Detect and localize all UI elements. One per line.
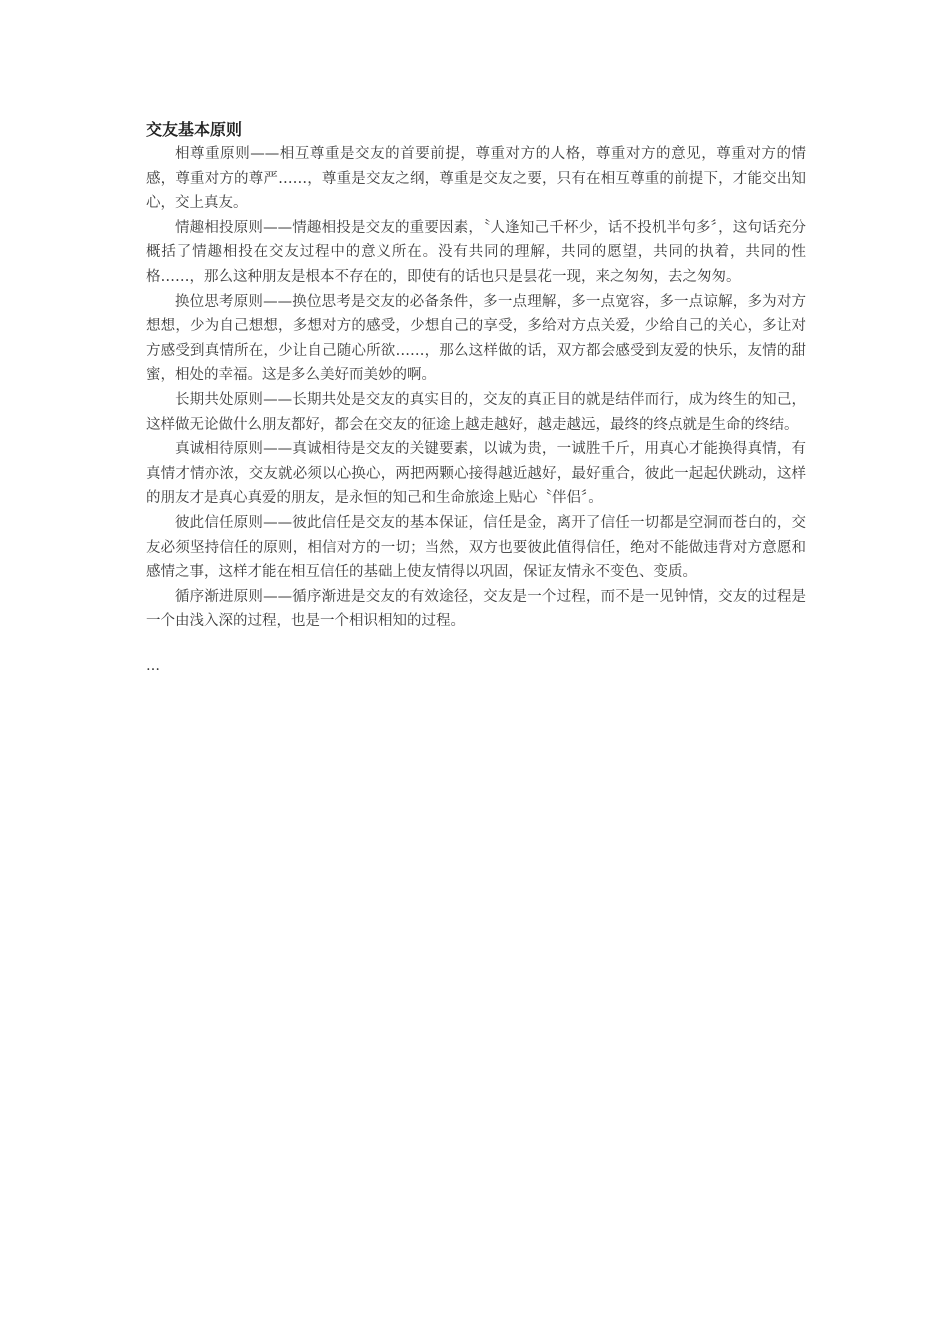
- continuation-ellipsis: …: [146, 657, 160, 674]
- document-page: [146, 118, 806, 676]
- paragraph-mutual-respect: 相尊重原则——相互尊重是交友的首要前提，尊重对方的人格，尊重对方的意见，尊重对方的情感，尊重对方的尊严……，尊重是交友之纲，尊重是交友之要，只有在相互尊重的前提下，才能交出知心，交上真友。: [146, 146, 806, 212]
- paragraph-gradual-progress: 循序渐进原则——循序渐进是交友的有效途径，交友是一个过程，而不是一见钟情，交友的过程是一个由浅入深的过程，也是一个相识相知的过程。: [146, 588, 806, 630]
- paragraph-mutual-trust: 彼此信任原则——彼此信任是交友的基本保证，信任是金，离开了信任一切都是空洞而苍白的，交友必须坚持信任的原则，相信对方的一切；当然，双方也要彼此值得信任，绝对不能做违背对方意愿和感情之事，这样才能在相互信任的基础上使友情得以巩固，保证友情永不变色、变质。: [146, 514, 806, 581]
- paragraph-long-term: 长期共处原则——长期共处是交友的真实目的，交友的真正目的就是结伴而行，成为终生的知己，这样做无论做什么朋友都好，都会在交友的征途上越走越好，越走越远，最终的终点就是生命的终结。: [146, 391, 806, 433]
- paragraph-shared-interests: 情趣相投原则——情趣相投是交友的重要因素，〝人逢知己千杯少，话不投机半句多〞，这句话充分概括了情趣相投在交友过程中的意义所在。没有共同的理解，共同的愿望，共同的执着，共同的性格……，那么这种朋友是根本不存在的，即使有的话也只是昙花一现，来之匆匆，去之匆匆。: [146, 219, 806, 285]
- document-title: 交友基本原则: [146, 120, 243, 139]
- paragraph-perspective-taking: 换位思考原则——换位思考是交友的必备条件，多一点理解，多一点宽容，多一点谅解，多为对方想想，少为自己想想，多想对方的感受，少想自己的享受，多给对方点关爱，少给自己的关心，多让对方感受到真情所在，少让自己随心所欲……，那么这样做的话，双方都会感受到友爱的快乐，友情的甜蜜，相处的幸福。这是多么美好而美妙的啊。: [146, 293, 806, 384]
- paragraph-sincerity: 真诚相待原则——真诚相待是交友的关键要素，以诚为贵，一诚胜千斤，用真心才能换得真情，有真情才情亦浓，交友就必须以心换心，两把两颗心接得越近越好，最好重合，彼此一起起伏跳动，这样的朋友才是真心真爱的朋友，是永恒的知己和生命旅途上贴心〝伴侣〞。: [146, 441, 806, 507]
